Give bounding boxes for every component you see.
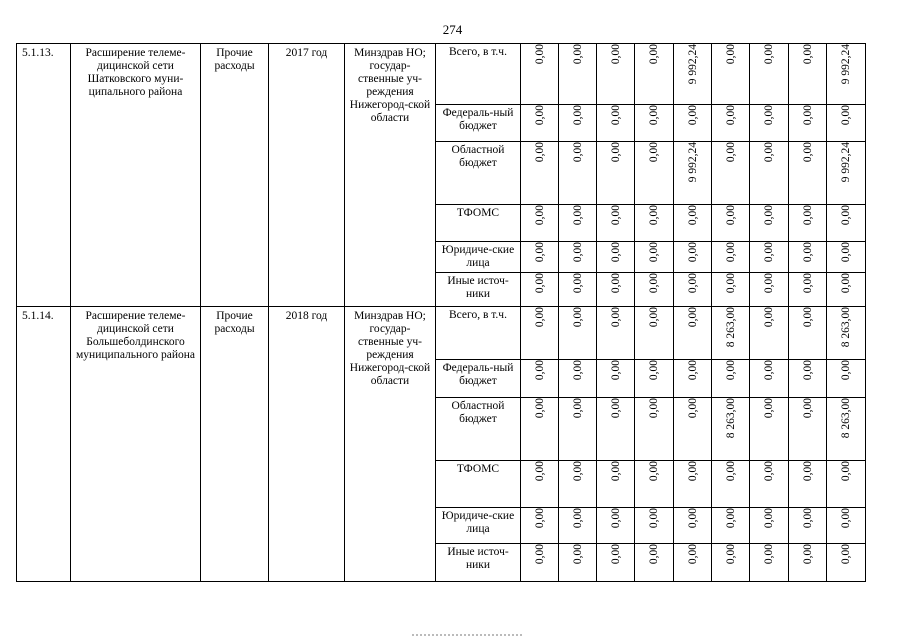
amount-cell: [827, 307, 866, 360]
amount-value: 0,00: [648, 461, 660, 482]
amount-value: 0,00: [763, 398, 775, 419]
amount-cell: [597, 105, 635, 142]
table-row: [17, 307, 866, 360]
amount-cell: [827, 461, 866, 508]
amount-cell: [635, 508, 674, 544]
amount-value: 0,00: [609, 44, 622, 65]
amount-value: 0,00: [724, 461, 737, 482]
amount-value: 0,00: [533, 398, 546, 419]
amount-value: 0,00: [571, 544, 584, 565]
amount-cell: [712, 398, 750, 461]
amount-value: 9 992,24: [686, 142, 699, 183]
funding-source-label: [436, 142, 521, 205]
amount-cell: [789, 544, 827, 582]
amount-cell: [789, 360, 827, 398]
amount-value: 0,00: [533, 508, 546, 529]
amount-value: 0,00: [724, 142, 737, 163]
amount-cell: [712, 307, 750, 360]
amount-value: 0,00: [648, 44, 660, 65]
amount-cell: [597, 273, 635, 307]
funding-source-label: [436, 360, 521, 398]
funding-source-text: Федераль-ный бюджет: [442, 362, 514, 387]
amount-value: 0,00: [648, 273, 660, 294]
amount-value: 0,00: [801, 242, 814, 263]
amount-value: 0,00: [801, 205, 814, 226]
amount-value: 0,00: [724, 205, 737, 226]
amount-cell: [674, 142, 712, 205]
amount-cell: [750, 105, 789, 142]
amount-value: 0,00: [533, 205, 546, 226]
amount-value: 0,00: [801, 461, 814, 482]
funding-source-label: [436, 105, 521, 142]
amount-value: 0,00: [533, 105, 546, 126]
amount-value: 0,00: [571, 398, 584, 419]
amount-cell: [712, 205, 750, 242]
amount-cell: [674, 242, 712, 273]
amount-value: 0,00: [533, 44, 546, 65]
amount-value: 0,00: [801, 105, 814, 126]
amount-cell: [827, 142, 866, 205]
amount-cell: [597, 461, 635, 508]
amount-cell: [559, 242, 597, 273]
amount-cell: [597, 242, 635, 273]
amount-value: 0,00: [801, 44, 814, 65]
amount-cell: [789, 205, 827, 242]
amount-value: 0,00: [571, 105, 584, 126]
amount-value: 0,00: [763, 44, 775, 65]
amount-cell: [635, 544, 674, 582]
amount-cell: [827, 105, 866, 142]
amount-value: 9 992,24: [686, 44, 699, 85]
amount-value: 0,00: [686, 360, 699, 381]
funding-source-text: Юридиче-ские лица: [441, 244, 515, 269]
amount-cell: [789, 508, 827, 544]
measure-executor: [345, 307, 436, 582]
measure-code-text: 5.1.14.: [22, 310, 54, 322]
amount-value: 0,00: [571, 508, 584, 529]
amount-cell: [597, 142, 635, 205]
amount-cell: [559, 508, 597, 544]
amount-value: 0,00: [571, 360, 584, 381]
amount-cell: [521, 105, 559, 142]
amount-value: 0,00: [571, 461, 584, 482]
amount-cell: [597, 44, 635, 105]
amount-value: 8 263,00: [840, 398, 852, 439]
amount-cell: [674, 544, 712, 582]
amount-cell: [674, 307, 712, 360]
amount-value: 0,00: [763, 544, 775, 565]
amount-cell: [750, 544, 789, 582]
funding-source-text: Областной бюджет: [451, 400, 505, 425]
amount-value: 0,00: [609, 105, 622, 126]
amount-cell: [827, 544, 866, 582]
amount-value: 0,00: [609, 307, 622, 328]
amount-value: 0,00: [686, 242, 699, 263]
amount-cell: [827, 273, 866, 307]
amount-value: 0,00: [648, 205, 660, 226]
amount-value: 0,00: [648, 105, 660, 126]
amount-cell: [712, 242, 750, 273]
measure-code-text: 5.1.13.: [22, 47, 54, 59]
amount-value: 0,00: [763, 360, 775, 381]
amount-cell: [559, 544, 597, 582]
amount-cell: [789, 105, 827, 142]
amount-cell: [750, 307, 789, 360]
amount-value: 0,00: [609, 273, 622, 294]
amount-cell: [521, 398, 559, 461]
amount-cell: [559, 205, 597, 242]
amount-value: 0,00: [724, 242, 737, 263]
funding-source-text: Иные источ-ники: [447, 275, 509, 300]
amount-cell: [827, 360, 866, 398]
amount-value: 0,00: [840, 360, 852, 381]
amount-value: 0,00: [724, 44, 737, 65]
amount-cell: [521, 44, 559, 105]
amount-value: 0,00: [609, 398, 622, 419]
amount-value: 0,00: [571, 242, 584, 263]
amount-cell: [712, 461, 750, 508]
amount-value: 0,00: [648, 142, 660, 163]
amount-cell: [635, 307, 674, 360]
measure-name: [71, 44, 201, 307]
amount-cell: [750, 360, 789, 398]
amount-cell: [750, 44, 789, 105]
amount-value: 0,00: [801, 508, 814, 529]
amount-value: 0,00: [648, 242, 660, 263]
amount-cell: [674, 508, 712, 544]
amount-value: 0,00: [533, 142, 546, 163]
amount-cell: [789, 44, 827, 105]
amount-cell: [789, 307, 827, 360]
amount-cell: [712, 508, 750, 544]
amount-value: 0,00: [840, 205, 852, 226]
amount-value: 0,00: [686, 307, 699, 328]
amount-cell: [559, 273, 597, 307]
amount-cell: [674, 273, 712, 307]
amount-cell: [674, 105, 712, 142]
amount-value: 0,00: [571, 44, 584, 65]
funding-source-text: Областной бюджет: [451, 144, 505, 169]
amount-cell: [712, 44, 750, 105]
amount-cell: [559, 461, 597, 508]
amount-cell: [635, 142, 674, 205]
amount-value: 0,00: [533, 360, 546, 381]
amount-value: 0,00: [609, 544, 622, 565]
amount-value: 0,00: [724, 105, 737, 126]
amount-value: 0,00: [686, 398, 699, 419]
expense-type: [201, 44, 269, 307]
amount-value: 0,00: [686, 205, 699, 226]
funding-source-text: Всего, в т.ч.: [449, 46, 507, 58]
funding-source-text: ТФОМС: [456, 463, 500, 475]
amount-cell: [674, 461, 712, 508]
amount-value: 0,00: [648, 398, 660, 419]
amount-value: 0,00: [609, 360, 622, 381]
funding-source-label: [436, 461, 521, 508]
amount-value: 0,00: [609, 508, 622, 529]
measure-name-text: Расширение телеме-дицинской сети Большеболдинского муниципального района: [76, 310, 195, 361]
amount-cell: [559, 360, 597, 398]
amount-value: 0,00: [840, 105, 852, 126]
amount-cell: [635, 360, 674, 398]
program-measures-table: [16, 43, 866, 582]
amount-value: 0,00: [724, 508, 737, 529]
amount-value: 0,00: [840, 508, 852, 529]
amount-cell: [712, 360, 750, 398]
amount-value: 0,00: [648, 544, 660, 565]
funding-source-label: [436, 44, 521, 105]
measure-name-text: Расширение телеме-дицинской сети Шатковского муни-ципального района: [85, 47, 186, 98]
funding-source-text: Юридиче-ские лица: [441, 510, 515, 535]
amount-cell: [789, 398, 827, 461]
amount-cell: [597, 307, 635, 360]
amount-value: 0,00: [763, 142, 775, 163]
amount-value: 0,00: [724, 360, 737, 381]
amount-cell: [712, 142, 750, 205]
amount-cell: [635, 105, 674, 142]
amount-cell: [521, 142, 559, 205]
amount-value: 9 992,24: [840, 142, 852, 183]
amount-value: 0,00: [724, 273, 737, 294]
measure-code: [17, 44, 71, 307]
measure-executor-text: Минздрав НО; государ-ственные уч-реждения Нижегород-ской области: [349, 47, 431, 124]
amount-value: 0,00: [801, 142, 814, 163]
amount-cell: [827, 508, 866, 544]
measure-year: [269, 307, 345, 582]
amount-value: 9 992,24: [840, 44, 852, 85]
amount-value: 0,00: [801, 398, 814, 419]
amount-value: 0,00: [840, 461, 852, 482]
amount-value: 0,00: [609, 461, 622, 482]
funding-source-label: [436, 508, 521, 544]
page-number: 274: [442, 22, 463, 37]
amount-cell: [674, 398, 712, 461]
amount-value: 0,00: [686, 105, 699, 126]
measure-name: [71, 307, 201, 582]
amount-value: 8 263,00: [724, 398, 737, 439]
amount-value: 0,00: [686, 508, 699, 529]
amount-value: 0,00: [763, 205, 775, 226]
amount-cell: [635, 398, 674, 461]
amount-value: 0,00: [686, 273, 699, 294]
scan-artifact: [412, 634, 524, 636]
amount-cell: [635, 273, 674, 307]
amount-cell: [521, 273, 559, 307]
amount-value: 0,00: [533, 273, 546, 294]
amount-value: 0,00: [609, 142, 622, 163]
amount-cell: [521, 307, 559, 360]
amount-cell: [521, 508, 559, 544]
amount-value: 0,00: [801, 544, 814, 565]
amount-value: 0,00: [763, 508, 775, 529]
funding-source-text: Всего, в т.ч.: [449, 309, 507, 321]
measure-year-text: 2017 год: [285, 47, 328, 59]
amount-value: 0,00: [763, 273, 775, 294]
amount-value: 8 263,00: [724, 307, 737, 348]
expense-type-text: Прочие расходы: [214, 310, 255, 335]
amount-value: 0,00: [840, 242, 852, 263]
amount-value: 0,00: [763, 307, 775, 328]
amount-value: 0,00: [533, 461, 546, 482]
amount-cell: [750, 242, 789, 273]
measure-year-text: 2018 год: [285, 310, 328, 322]
funding-source-label: [436, 544, 521, 582]
amount-cell: [597, 508, 635, 544]
amount-cell: [597, 544, 635, 582]
amount-cell: [635, 461, 674, 508]
amount-value: 0,00: [686, 461, 699, 482]
measure-executor: [345, 44, 436, 307]
amount-cell: [789, 461, 827, 508]
amount-cell: [559, 142, 597, 205]
amount-value: 0,00: [609, 242, 622, 263]
amount-value: 0,00: [533, 242, 546, 263]
amount-value: 0,00: [571, 205, 584, 226]
amount-cell: [712, 273, 750, 307]
amount-cell: [750, 398, 789, 461]
amount-cell: [559, 105, 597, 142]
amount-cell: [750, 461, 789, 508]
amount-value: 0,00: [840, 273, 852, 294]
amount-value: 8 263,00: [840, 307, 852, 348]
amount-cell: [635, 44, 674, 105]
measure-executor-text: Минздрав НО; государ-ственные уч-реждения Нижегород-ской области: [349, 310, 431, 387]
amount-value: 0,00: [801, 273, 814, 294]
funding-source-text: Федераль-ный бюджет: [442, 107, 514, 132]
amount-cell: [750, 205, 789, 242]
expense-type-text: Прочие расходы: [214, 47, 255, 72]
amount-value: 0,00: [840, 544, 852, 565]
amount-value: 0,00: [533, 544, 546, 565]
amount-value: 0,00: [801, 307, 814, 328]
amount-cell: [827, 242, 866, 273]
table-row: [17, 44, 866, 105]
funding-source-label: [436, 398, 521, 461]
measure-code: [17, 307, 71, 582]
funding-source-text: Иные источ-ники: [447, 546, 509, 571]
amount-value: 0,00: [763, 242, 775, 263]
amount-cell: [521, 461, 559, 508]
amount-cell: [789, 142, 827, 205]
funding-source-label: [436, 307, 521, 360]
amount-cell: [521, 242, 559, 273]
amount-cell: [674, 205, 712, 242]
measure-year: [269, 44, 345, 307]
amount-value: 0,00: [763, 461, 775, 482]
amount-cell: [827, 44, 866, 105]
amount-cell: [521, 544, 559, 582]
amount-cell: [789, 242, 827, 273]
amount-cell: [521, 205, 559, 242]
funding-source-label: [436, 242, 521, 273]
amount-cell: [750, 142, 789, 205]
amount-value: 0,00: [648, 307, 660, 328]
amount-value: 0,00: [571, 307, 584, 328]
funding-source-label: [436, 273, 521, 307]
amount-value: 0,00: [686, 544, 699, 565]
amount-cell: [597, 205, 635, 242]
amount-value: 0,00: [571, 142, 584, 163]
amount-cell: [750, 508, 789, 544]
amount-value: 0,00: [571, 273, 584, 294]
amount-cell: [597, 360, 635, 398]
amount-cell: [674, 44, 712, 105]
amount-value: 0,00: [533, 307, 546, 328]
amount-value: 0,00: [609, 205, 622, 226]
amount-cell: [521, 360, 559, 398]
amount-cell: [712, 105, 750, 142]
amount-cell: [750, 273, 789, 307]
amount-cell: [635, 205, 674, 242]
amount-cell: [597, 398, 635, 461]
amount-cell: [559, 44, 597, 105]
amount-cell: [635, 242, 674, 273]
amount-cell: [559, 398, 597, 461]
funding-source-label: [436, 205, 521, 242]
amount-value: 0,00: [648, 508, 660, 529]
amount-value: 0,00: [724, 544, 737, 565]
funding-source-text: ТФОМС: [456, 207, 500, 219]
amount-cell: [827, 205, 866, 242]
amount-cell: [559, 307, 597, 360]
amount-value: 0,00: [648, 360, 660, 381]
amount-cell: [712, 544, 750, 582]
amount-cell: [827, 398, 866, 461]
amount-value: 0,00: [801, 360, 814, 381]
amount-value: 0,00: [763, 105, 775, 126]
expense-type: [201, 307, 269, 582]
amount-cell: [674, 360, 712, 398]
amount-cell: [789, 273, 827, 307]
